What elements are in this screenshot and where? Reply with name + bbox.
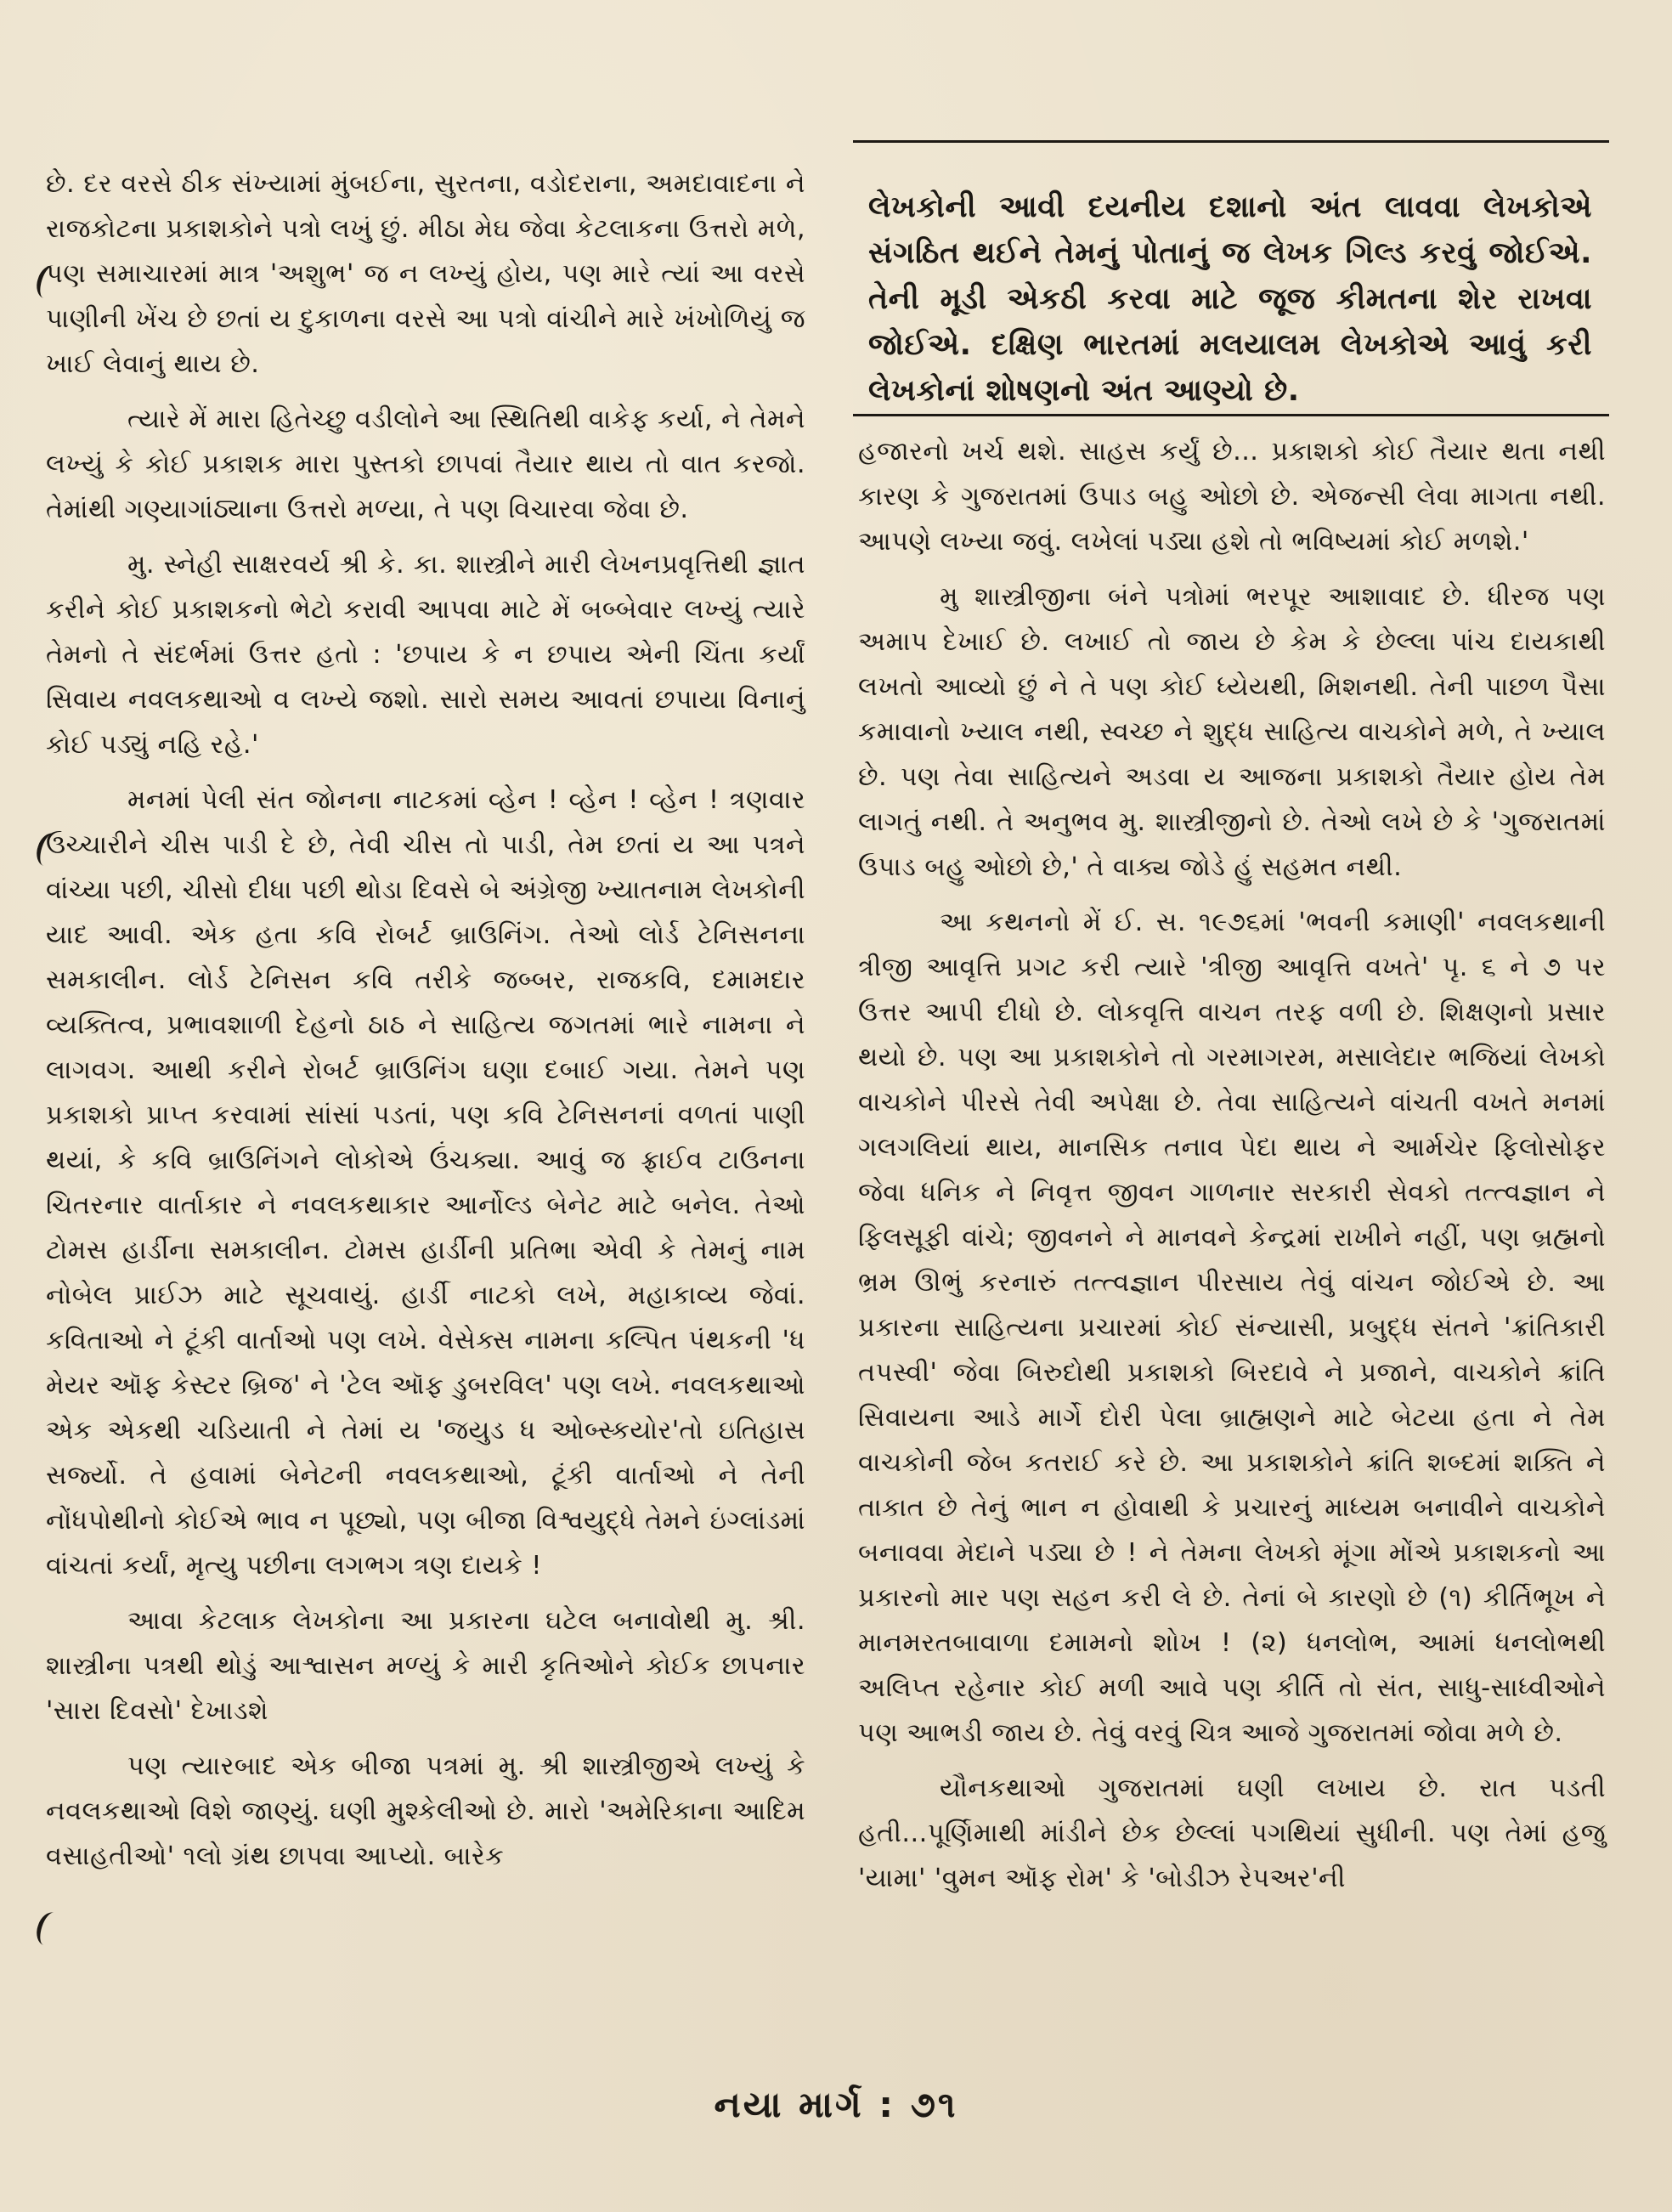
pull-quote-box [853, 140, 1609, 416]
ink-mark [32, 1909, 65, 1949]
left-paragraph-3: મુ. સ્નેહી સાક્ષરવર્ય શ્રી કે. કા. શાસ્ત્રીને મારી લેખનપ્રવૃત્તિથી જ્ઞાત કરીને કોઈ પ્રકાશકનો ભેટો કરાવી આપવા માટે મેં બબ્બેવાર લખ્યું ત્યારે તેમનો તે સંદર્ભમાં ઉત્તર હતો : 'છપાય કે ન છપાય એની ચિંતા કર્યાં સિવાય નવલકથાઓ વ લખ્યે જશો. સારો સમય આવતાં છપાયા વિનાનું કોઈ પડ્યું નહિ રહે.' [46, 550, 805, 760]
left-paragraph-2: ત્યારે મેં મારા હિતેચ્છુ વડીલોને આ સ્થિતિથી વાકેફ કર્યા, ને તેમને લખ્યું કે કોઈ પ્રકાશક મારા પુસ્તકો છાપવાં તૈયાર થાય તો વાત કરજો. તેમાંથી ગણ્યાગાંઠ્યાના ઉત્તરો મળ્યા, તે પણ વિચારવા જેવા છે. [46, 404, 805, 524]
right-paragraph-4: યૌનકથાઓ ગુજરાતમાં ઘણી લખાય છે. રાત પડતી હતી...પૂર્ણિમાથી માંડીને છેક છેલ્લાં પગથિયાં સુધીની. પણ તેમાં હજુ 'યામા' 'વુમન ઑફ રોમ' કે 'બોડીઝ રેપઅર'ની [858, 1774, 1606, 1893]
left-paragraph-6: પણ ત્યારબાદ એક બીજા પત્રમાં મુ. શ્રી શાસ્ત્રીજીએ લખ્યું કે નવલકથાઓ વિશે જાણ્યું. ઘણી મુશ્કેલીઓ છે. મારો 'અમેરિકાના આદિમ વસાહતીઓ' ૧લો ગ્રંથ છાપવા આપ્યો. બારેક [46, 1751, 805, 1871]
left-paragraph-1: છે. દર વરસે ઠીક સંખ્યામાં મુંબઈના, સુરતના, વડોદરાના, અમદાવાદના ને રાજકોટના પ્રકાશકોને પત્રો લખું છું. મીઠા મેઘ જેવા કેટલાકના ઉત્તરો મળે, પણ સમાચારમાં માત્ર 'અશુભ' જ ન લખ્યું હોય, પણ મારે ત્યાં આ વરસે પાણીની ખેંચ છે છતાં ય દુકાળના વરસે આ પત્રો વાંચીને મારે ખંખોળિયું જ ખાઈ લેવાનું થાય છે. [46, 169, 805, 379]
right-paragraph-2: મુ શાસ્ત્રીજીના બંને પત્રોમાં ભરપૂર આશાવાદ છે. ધીરજ પણ અમાપ દેખાઈ છે. લખાઈ તો જાય છે કેમ કે છેલ્લા પાંચ દાયકાથી લખતો આવ્યો છું ને તે પણ કોઈ ધ્યેયથી, મિશનથી. તેની પાછળ પૈસા કમાવાનો ખ્યાલ નથી, સ્વચ્છ ને શુદ્ધ સાહિત્ય વાચકોને મળે, તે ખ્યાલ છે. પણ તેવા સાહિત્યને અડવા ય આજના પ્રકાશકો તૈયાર હોય તેમ લાગતું નથી. તે અનુભવ મુ. શાસ્ત્રીજીનો છે. તેઓ લખે છે કે 'ગુજરાતમાં ઉપાડ બહુ ઓછો છે,' તે વાક્ય જોડે હું સહમત નથી. [858, 582, 1606, 882]
right-paragraph-3: આ કથનનો મેં ઈ. સ. ૧૯૭૬માં 'ભવની કમાણી' નવલકથાની ત્રીજી આવૃત્તિ પ્રગટ કરી ત્યારે 'ત્રીજી આવૃત્તિ વખતે' પૃ. ૬ ને ૭ પર ઉત્તર આપી દીધો છે. લોકવૃત્તિ વાચન તરફ વળી છે. શિક્ષણનો પ્રસાર થયો છે. પણ આ પ્રકાશકોને તો ગરમાગરમ, મસાલેદાર ભજિયાં લેખકો વાચકોને પીરસે તેવી અપેક્ષા છે. તેવા સાહિત્યને વાંચતી વખતે મનમાં ગલગલિયાં થાય, માનસિક તનાવ પેદા થાય ને આર્મચેર ફિલોસોફર જેવા ધનિક ને નિવૃત્ત જીવન ગાળનાર સરકારી સેવકો તત્ત્વજ્ઞાન ને ફિલસૂફી વાંચે; જીવનને ને માનવને કેન્દ્રમાં રાખીને નહીં, પણ બ્રહ્મનો ભ્રમ ઊભું કરનારું તત્ત્વજ્ઞાન પીરસાય તેવું વાંચન જોઈએ છે. આ પ્રકારના સાહિત્યના પ્રચારમાં કોઈ સંન્યાસી, પ્રબુદ્ધ સંતને 'ક્રાંતિકારી તપસ્વી' જેવા બિરુદોથી પ્રકાશકો બિરદાવે ને પ્રજાને, વાચકોને ક્રાંતિ સિવાયના આડે માર્ગે દોરી પેલા બ્રાહ્મણને માટે બેટયા હતા ને તેમ વાચકોની જેબ કતરાઈ કરે છે. આ પ્રકાશકોને ક્રાંતિ શબ્દમાં શક્તિ ને તાકાત છે તેનું ભાન ન હોવાથી કે પ્રચારનું માધ્યમ બનાવીને વાચકોને બનાવવા મેદાને પડ્યા છે ! ને તેમના લેખકો મૂંગા મોંએ પ્રકાશકનો આ પ્રકારનો માર પણ સહન કરી લે છે. તેનાં બે કારણો છે (૧) કીર્તિભૂખ ને માનમરતબાવાળા દમામનો શોખ ! (૨) ધનલોભ, આમાં ધનલોભથી અલિપ્ત રહેનાર કોઈ મળી આવે પણ કીર્તિ તો સંત, સાધુ-સાધ્વીઓને પણ આભડી જાય છે. તેવું વરવું ચિત્ર આજે ગુજરાતમાં જોવા મળે છે. [858, 908, 1606, 1748]
pull-quote-bottom-rule [853, 414, 1609, 416]
left-paragraph-5: આવા કેટલાક લેખકોના આ પ્રકારના ઘટેલ બનાવોથી મુ. શ્રી. શાસ્ત્રીના પત્રથી થોડું આશ્વાસન મળ્યું કે મારી કૃતિઓને કોઈક છાપનાર 'સારા દિવસો' દેખાડશે [46, 1606, 805, 1726]
pull-quote-text: લેખકોની આવી દયનીય દશાનો અંત લાવવા લેખકોએ સંગઠિત થઈને તેમનું પોતાનું જ લેખક ગિલ્ડ કરવું જોઈએ. તેની મૂડી એકઠી કરવા માટે જૂજ કીમતના શેર રાખવા જોઈએ. દક્ષિણ ભારતમાં મલયાલમ લેખકોએ આવું કરી લેખકોનાં શોષણનો અંત આણ્યો છે. [868, 190, 1592, 408]
right-paragraph-1: હજારનો ખર્ચ થશે. સાહસ કર્યું છે... પ્રકાશકો કોઈ તૈયાર થતા નથી કારણ કે ગુજરાતમાં ઉપાડ બહુ ઓછો છે. એજન્સી લેવા માગતા નથી. આપણે લખ્યા જવું. લખેલાં પડ્યા હશે તો ભવિષ્યમાં કોઈ મળશે.' [858, 437, 1606, 557]
right-column [858, 429, 1606, 1911]
page-footer: નયા માર્ગ : ૭૧ [714, 2084, 958, 2125]
pull-quote-top-rule [853, 140, 1609, 143]
left-paragraph-4: મનમાં પેલી સંત જોનના નાટકમાં વ્હેન ! વ્હેન ! વ્હેન ! ત્રણવાર ઉચ્ચારીને ચીસ પાડી દે છે, તેવી ચીસ તો પાડી, તેમ છતાં ય આ પત્રને વાંચ્યા પછી, ચીસો દીધા પછી થોડા દિવસે બે અંગ્રેજી ખ્યાતનામ લેખકોની યાદ આવી. એક હતા કવિ રોબર્ટ બ્રાઉનિંગ. તેઓ લોર્ડ ટેનિસનના સમકાલીન. લોર્ડ ટેનિસન કવિ તરીકે જબ્બર, રાજકવિ, દમામદાર વ્યક્તિત્વ, પ્રભાવશાળી દેહનો ઠાઠ ને સાહિત્ય જગતમાં ભારે નામના ને લાગવગ. આથી કરીને રોબર્ટ બ્રાઉનિંગ ઘણા દબાઈ ગયા. તેમને પણ પ્રકાશકો પ્રાપ્ત કરવામાં સાંસાં પડતાં, પણ કવિ ટેનિસનનાં વળતાં પાણી થયાં, કે કવિ બ્રાઉનિંગને લોકોએ ઉંચક્યા. આવું જ ફ્રાઈવ ટાઉનના ચિતરનાર વાર્તાકાર ને નવલકથાકાર આર્નોલ્ડ બેનેટ માટે બનેલ. તેઓ ટોમસ હાર્ડીના સમકાલીન. ટોમસ હાર્ડીની પ્રતિભા એવી કે તેમનું નામ નોબેલ પ્રાઈઝ માટે સૂચવાયું. હાર્ડી નાટકો લખે, મહાકાવ્ય જેવાં. કવિતાઓ ને ટૂંકી વાર્તાઓ પણ લખે. વેસેક્સ નામના કલ્પિત પંથકની 'ધ મેયર ઑફ કેસ્ટર બ્રિજ' ને 'ટેલ ઑફ ડુબરવિલ' પણ લખે. નવલકથાઓ એક એકથી ચડિયાતી ને તેમાં ય 'જયુડ ધ ઓબ્સ્કયોર'તો ઇતિહાસ સર્જ્યો. તે હવામાં બેનેટની નવલકથાઓ, ટૂંકી વાર્તાઓ ને તેની નોંધપોથીનો કોઈએ ભાવ ન પૂછ્યો, પણ બીજા વિશ્વયુદ્ધે તેમને ઇંગ્લાંડમાં વાંચતાં કર્યાં, મૃત્યુ પછીના લગભગ ત્રણ દાયકે ! [46, 785, 805, 1581]
left-column [46, 161, 805, 1889]
